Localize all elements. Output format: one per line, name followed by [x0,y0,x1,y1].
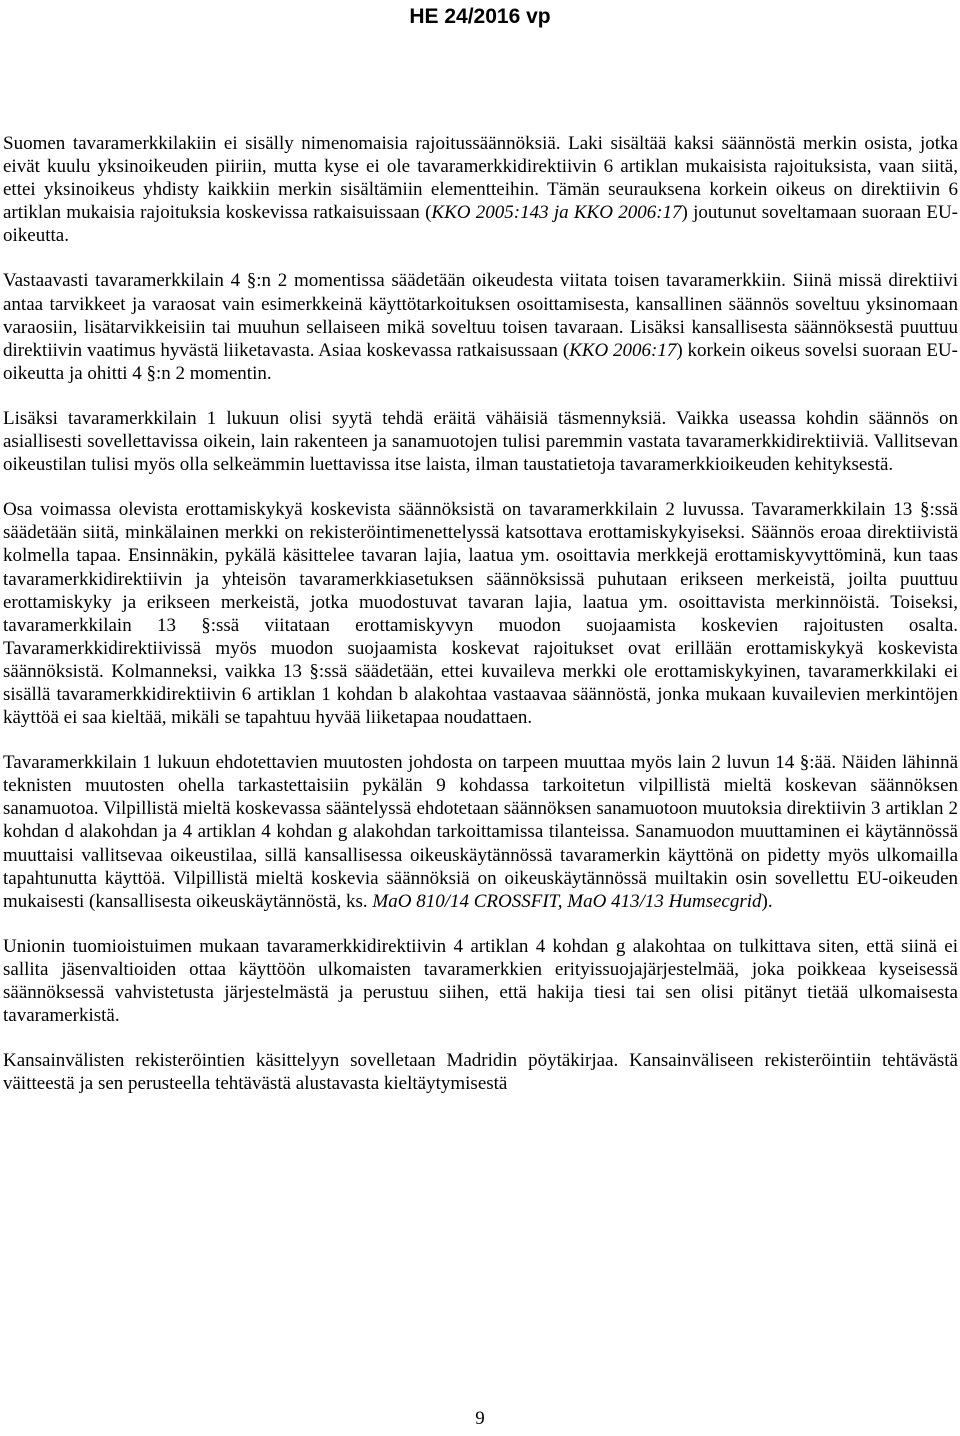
paragraph-text: Osa voimassa olevista erottamiskykyä koskevista säännöksistä on tavaramerkkilain 2 luvussa. Tavaramerkkilain 13 §:ssä säädetään siitä, minkälainen merkki on rekisteröintimenettelyssä katsottava erottamiskykyiseksi. Säännös eroaa direktiivistä kolmella tapaa. Ensinnäkin, pykälä käsittelee tavaran lajia, laatua ym. osoittavia merkkejä erottamiskyvyttöminä, kun taas tavaramerkkidirektiivin ja yhteisön tavaramerkkiasetuksen säännöksissä puhutaan erikseen merkeistä, joilta puuttuu erottamiskyky ja erikseen merkeistä, jotka muodostuvat tavaran lajia, laatua ym. osoittavista merkinnöistä. Toiseksi, tavaramerkkilain 13 §:ssä viitataan erottamiskyvyn muodon suojaamista koskevien rajoitusten osalta. Tavaramerkkidirektiivissä myös muodon suojaamista koskevat rajoitukset ovat erillään erottamiskykyä koskevista säännöksistä. Kolmanneksi, vaikka 13 §:ssä säädetään, ettei kuvaileva merkki ole erottamiskykyinen, tavaramerkkilaki ei sisällä tavaramerkkidirektiivin 6 artiklan 1 kohdan b alakohtaa vastaavaa säännöstä, jonka mukaan kuvailevien merkintöjen käyttöä ei saa kieltää, mikäli se tapahtuu hyvää liiketapaa noudattaen. [3,499,958,729]
paragraph [3,498,958,729]
paragraph [3,132,958,247]
page-number: 9 [475,1408,485,1429]
case-citation: KKO 2006:17 [569,339,677,361]
paragraph-text: Suomen tavaramerkkilakiin ei sisälly nimenomaisia rajoitussäännöksiä. Laki sisältää kaksi säännöstä merkin osista, jotka eivät kuulu yksinoikeuden piiriin, mutta kyse ei ole tavaramerkkidirektiivin 6 artiklan mukaisista rajoituksista, vaan siitä, ettei yksinoikeus yhdisty kaikkiin merkin sisältämiin elementteihin. Tämän seurauksena korkein oikeus on direktiivin 6 artiklan mukaisia rajoituksia koskevissa ratkaisuissaan ( [3,133,958,224]
paragraph [3,935,958,1027]
paragraph-text: ) korkein oikeus sovelsi suoraan EU-oikeutta ja ohitti 4 §:n 2 momentin. [3,339,958,384]
paragraph-text: Vastaavasti tavaramerkkilain 4 §:n 2 momentissa säädetään oikeudesta viitata toisen tavaramerkkiin. Siinä missä direktiivi antaa tarvikkeet ja varaosat vain esimerkkeinä käyttötarkoituksen osoittamisesta, kansallinen säännös soveltuu yksinomaan varaosiin, lisätarvikkeisiin tai muuhun sellaiseen mikä soveltuu toisen tavaraan. Lisäksi kansallisesta säännöksestä puuttuu direktiivin vaatimus hyvästä liiketavasta. Asiaa koskevassa ratkaisussaan ( [3,270,958,361]
paragraph [3,751,958,913]
paragraph [3,1049,958,1095]
paragraph-text: Tavaramerkkilain 1 lukuun ehdotettavien muutosten johdosta on tarpeen muuttaa myös lain 2 luvun 14 §:ää. Näiden lähinnä teknisten muutosten ohella tarkastettaisiin pykälän 9 kohdassa tarkoitetun vilpillistä mieltä koskevan säännöksen sanamuotoa. Vilpillistä mieltä koskevassa sääntelyssä ehdotetaan säännöksen sanamuotoon muutoksia direktiivin 3 artiklan 2 kohdan d alakohdan ja 4 artiklan 4 kohdan g alakohdan tarkoittamissa tilanteissa. Sanamuodon muuttaminen ei käytännössä muuttaisi vallitsevaa oikeustilaa, sillä kansallisessa oikeuskäytännössä tavaramerkin käyttönä on pidetty myös ulkomailla tapahtunutta käyttöä. Vilpillistä mieltä koskevia säännöksiä on oikeuskäytännössä muiltakin osin sovellettu EU-oikeuden mukaisesti (kansallisesta oikeuskäytännöstä, ks. [3,752,958,912]
paragraph-text: Unionin tuomioistuimen mukaan tavaramerkkidirektiivin 4 artiklan 4 kohdan g alakohtaa on tulkittava siten, että siinä ei sallita jäsenvaltioiden ottaa käyttöön ulkomaisten tavaramerkkien erityissuojajärjestelmää, joka poikkeaa kyseisessä säännöksessä vahvistetusta järjestelmästä ja perustuu siihen, että hakija tiesi tai sen olisi pitänyt tietää ulkomaisesta tavaramerkistä. [3,935,958,1027]
case-citation: KKO 2005:143 ja KKO 2006:17 [431,202,682,224]
paragraph [3,269,958,384]
paragraph [3,407,958,476]
paragraph-text: ). [761,890,773,912]
paragraph-text: Kansainvälisten rekisteröintien käsittelyyn sovelletaan Madridin pöytäkirjaa. Kansainväliseen rekisteröintiin tehtävästä väitteestä ja sen perusteella tehtävästä alustavasta kieltäytymisestä [3,1050,958,1095]
paragraph-text: ) joutunut soveltamaan suoraan EU-oikeutta. [3,202,958,247]
document-body [3,132,958,1117]
paragraph-text: Lisäksi tavaramerkkilain 1 lukuun olisi syytä tehdä eräitä vähäisiä täsmennyksiä. Vaikka useassa kohdin säännös on asiallisesti sovellettavissa oikein, lain rakenteen ja sanamuotojen tulisi paremmin vastata tavaramerkkidirektiiviä. Vallitsevan oikeustilan tulisi myös olla selkeämmin luettavissa itse laista, ilman taustatietoja tavaramerkkioikeuden kehityksestä. [3,407,958,476]
document-header: HE 24/2016 vp [409,5,551,28]
case-citation: MaO 810/14 CROSSFIT, MaO 413/13 Humsecgrid [372,890,762,912]
